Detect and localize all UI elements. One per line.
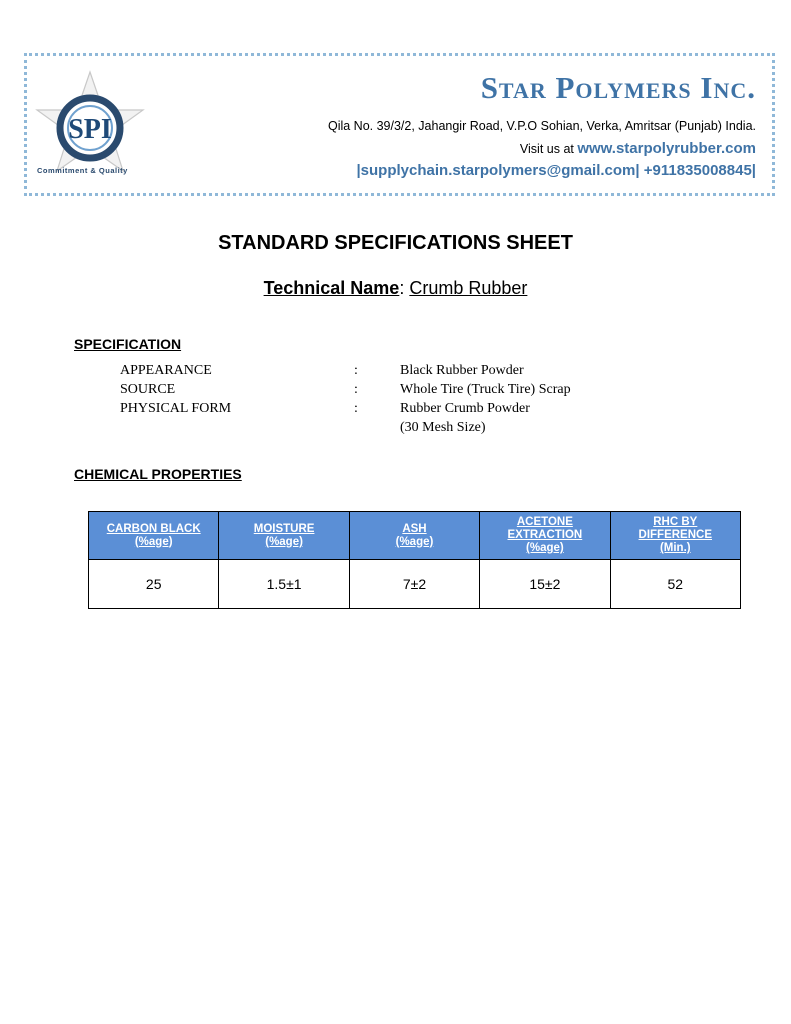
value-acetone-extraction: 15±2 [480,560,610,609]
spec-separator: : [354,382,358,397]
spec-value: Whole Tire (Truck Tire) Scrap [400,382,571,397]
company-address: Qila No. 39/3/2, Jahangir Road, V.P.O Sohian, Verka, Amritsar (Punjab) India. [327,119,756,133]
visit-line [520,140,756,157]
spec-label: APPEARANCE [120,363,212,378]
spec-value: Rubber Crumb Powder [400,401,530,416]
spec-separator: : [354,401,358,416]
header-line: MOISTURE [253,522,315,535]
header-acetone-extraction [480,512,610,560]
specification-heading: SPECIFICATION [74,336,182,352]
header-line: (%age) [395,535,434,548]
header-line: (%age) [265,535,303,548]
table-row [89,560,741,609]
spec-label: PHYSICAL FORM [120,401,232,416]
header-line: EXTRACTION [507,529,583,541]
header-line: (%age) [134,535,173,548]
spec-row [120,401,680,421]
value-carbon-black: 25 [89,560,219,609]
chemical-properties-table [88,511,741,609]
website-link[interactable]: www.starpolyrubber.com [577,140,756,157]
page-title: STANDARD SPECIFICATIONS SHEET [218,232,573,254]
header-rhc-by-difference [610,512,740,560]
logo-tagline: Commitment & Quality [37,166,128,175]
spec-label: SOURCE [120,382,176,397]
logo-text: SPI [68,114,112,145]
technical-name-label: Technical Name [263,278,400,298]
header-carbon-black [89,512,219,560]
technical-name: Technical Name: Crumb Rubber [263,278,528,298]
contact-line[interactable]: |supplychain.starpolymers@gmail.com| +911835008845| [356,162,756,179]
value-moisture: 1.5±1 [219,560,349,609]
header-ash [349,512,479,560]
header-line: ASH [402,522,427,535]
spec-separator: : [354,363,358,378]
letterhead [24,53,775,196]
header-moisture [219,512,349,560]
header-line: RHC BY [653,516,698,528]
header-line: (Min.) [659,542,691,554]
header-line: ACETONE [516,516,573,528]
spec-row [120,363,680,383]
spec-row [120,420,680,440]
visit-prefix: Visit us at [519,142,578,156]
company-name: Star Polymers Inc. [480,70,756,105]
spec-value: (30 Mesh Size) [400,420,486,435]
chemical-properties-heading: CHEMICAL PROPERTIES [74,466,242,482]
header-line: DIFFERENCE [638,529,713,541]
spec-row [120,382,680,402]
value-rhc-by-difference: 52 [610,560,740,609]
header-line: CARBON BLACK [106,522,201,535]
technical-name-value: Crumb Rubber [409,278,528,298]
value-ash: 7±2 [349,560,479,609]
table-header-row [89,512,741,560]
spec-value: Black Rubber Powder [400,363,524,378]
header-line: (%age) [526,542,564,554]
